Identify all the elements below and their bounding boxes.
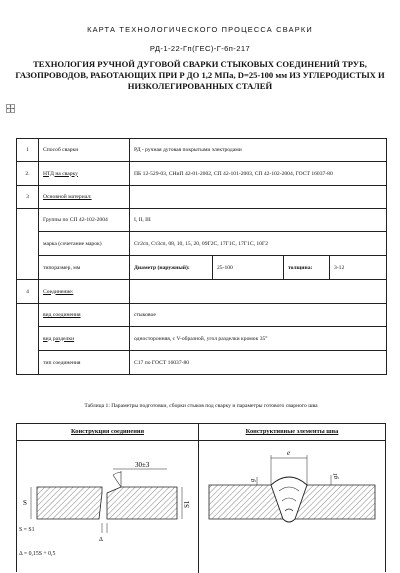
reinforcement-g1-label: g1 [333,473,339,479]
diameter-value: 25-100 [213,256,284,280]
row-value [130,186,387,209]
document-header: КАРТА ТЕХНОЛОГИЧЕСКОГО ПРОЦЕССА СВАРКИ [87,25,313,34]
row-value: Ст2сп, Ст3сп, 08, 10, 15, 20, 09Г2С, 17Г1С, 17Г1С, 10Г2 [130,232,387,256]
weld-elements-heading: Конструктивные элементы шва [245,428,339,435]
row-value: I, II, III [130,209,387,232]
table-row [17,209,387,232]
row-number: 1 [17,139,39,162]
row-label: тип соединения [39,351,130,375]
row-number: 4 [17,280,39,304]
table-row [17,139,387,162]
row-number-blank [17,209,39,280]
reinforcement-label: g [250,479,256,482]
row-number: 3 [17,186,39,209]
weld-elements-drawing [199,441,385,573]
row-number-blank [17,304,39,375]
row-value: С17 по ГОСТ 16037-80 [130,351,387,375]
row-label: вид соединения [39,304,130,327]
formula-gap: Δ = 0,15S + 0,5 [19,551,56,557]
row-value: стыковое [130,304,387,327]
wall-thickness-value: 3-12 [330,256,387,280]
document-title: ТЕХНОЛОГИЯ РУЧНОЙ ДУГОВОЙ СВАРКИ СТЫКОВЫХ СОЕДИНЕНИЙ ТРУБ, ГАЗОПРОВОДОВ, РАБОТАЮЩИХ ПРИ Р ДО 1,2 МПа, D=25-100 мм ИЗ УГЛЕРОДИСТЫХ И НИЗКОЛЕГИРОВАННЫХ СТАЛЕЙ [15,59,385,91]
angle-arc [113,472,121,475]
bevel-angle-line [113,475,121,487]
thickness-s1-label: S1 [183,500,191,508]
row-label: вид разделки [39,327,130,351]
table-row [17,256,387,280]
formula-s: S = S1 [19,527,35,533]
section-label: Соединение: [39,280,130,304]
document-code: РД-1-22-Гп(ГЕС)-Г-6п-217 [149,44,251,53]
row-label: Группы по СП 42-102-2004 [39,209,130,232]
left-plate [37,487,102,519]
row-label: Способ сварки [39,139,130,162]
row-value: ПБ 12-529-03, СНиП 42-01-2002, СП 42-101-2003, СП 42-102-2004, ГОСТ 16037-80 [130,162,387,186]
row-value: РД - ручная дуговая покрытыми электродами [130,139,387,162]
wall-thickness-label: толщина: [284,256,330,280]
angle-label: 30±3 [135,461,150,469]
table-row [17,280,387,304]
row-label: марка (сочетание марок) [39,232,130,256]
row-value [130,280,387,304]
thickness-s-label: S [23,499,27,507]
table-row [17,304,387,327]
table-move-handle-icon[interactable] [6,104,15,113]
joint-design-heading: Конструкция соединения [70,428,145,435]
row-label: типоразмер, мм [39,256,130,280]
weld-figure-panel [16,423,386,572]
right-plate [107,487,177,519]
row-label: НТД на сварку [39,162,130,186]
row-value: односторонняя, с V-образной, угол разделки кромок 35° [130,327,387,351]
table-row [17,351,387,375]
table-row [17,232,387,256]
table-caption: Таблица 1: Параметры подготовки, сборки стыков под сварку и параметры готового сварного шва [84,403,318,409]
table-row [17,162,387,186]
gap-label: Δ [99,537,103,543]
weld-width-label: e [287,449,291,457]
diameter-label: Диаметр (наружный): [130,256,213,280]
process-parameters-table [16,138,387,375]
table-row [17,327,387,351]
section-label: Основной материал: [39,186,130,209]
row-number: 2. [17,162,39,186]
table-row [17,186,387,209]
